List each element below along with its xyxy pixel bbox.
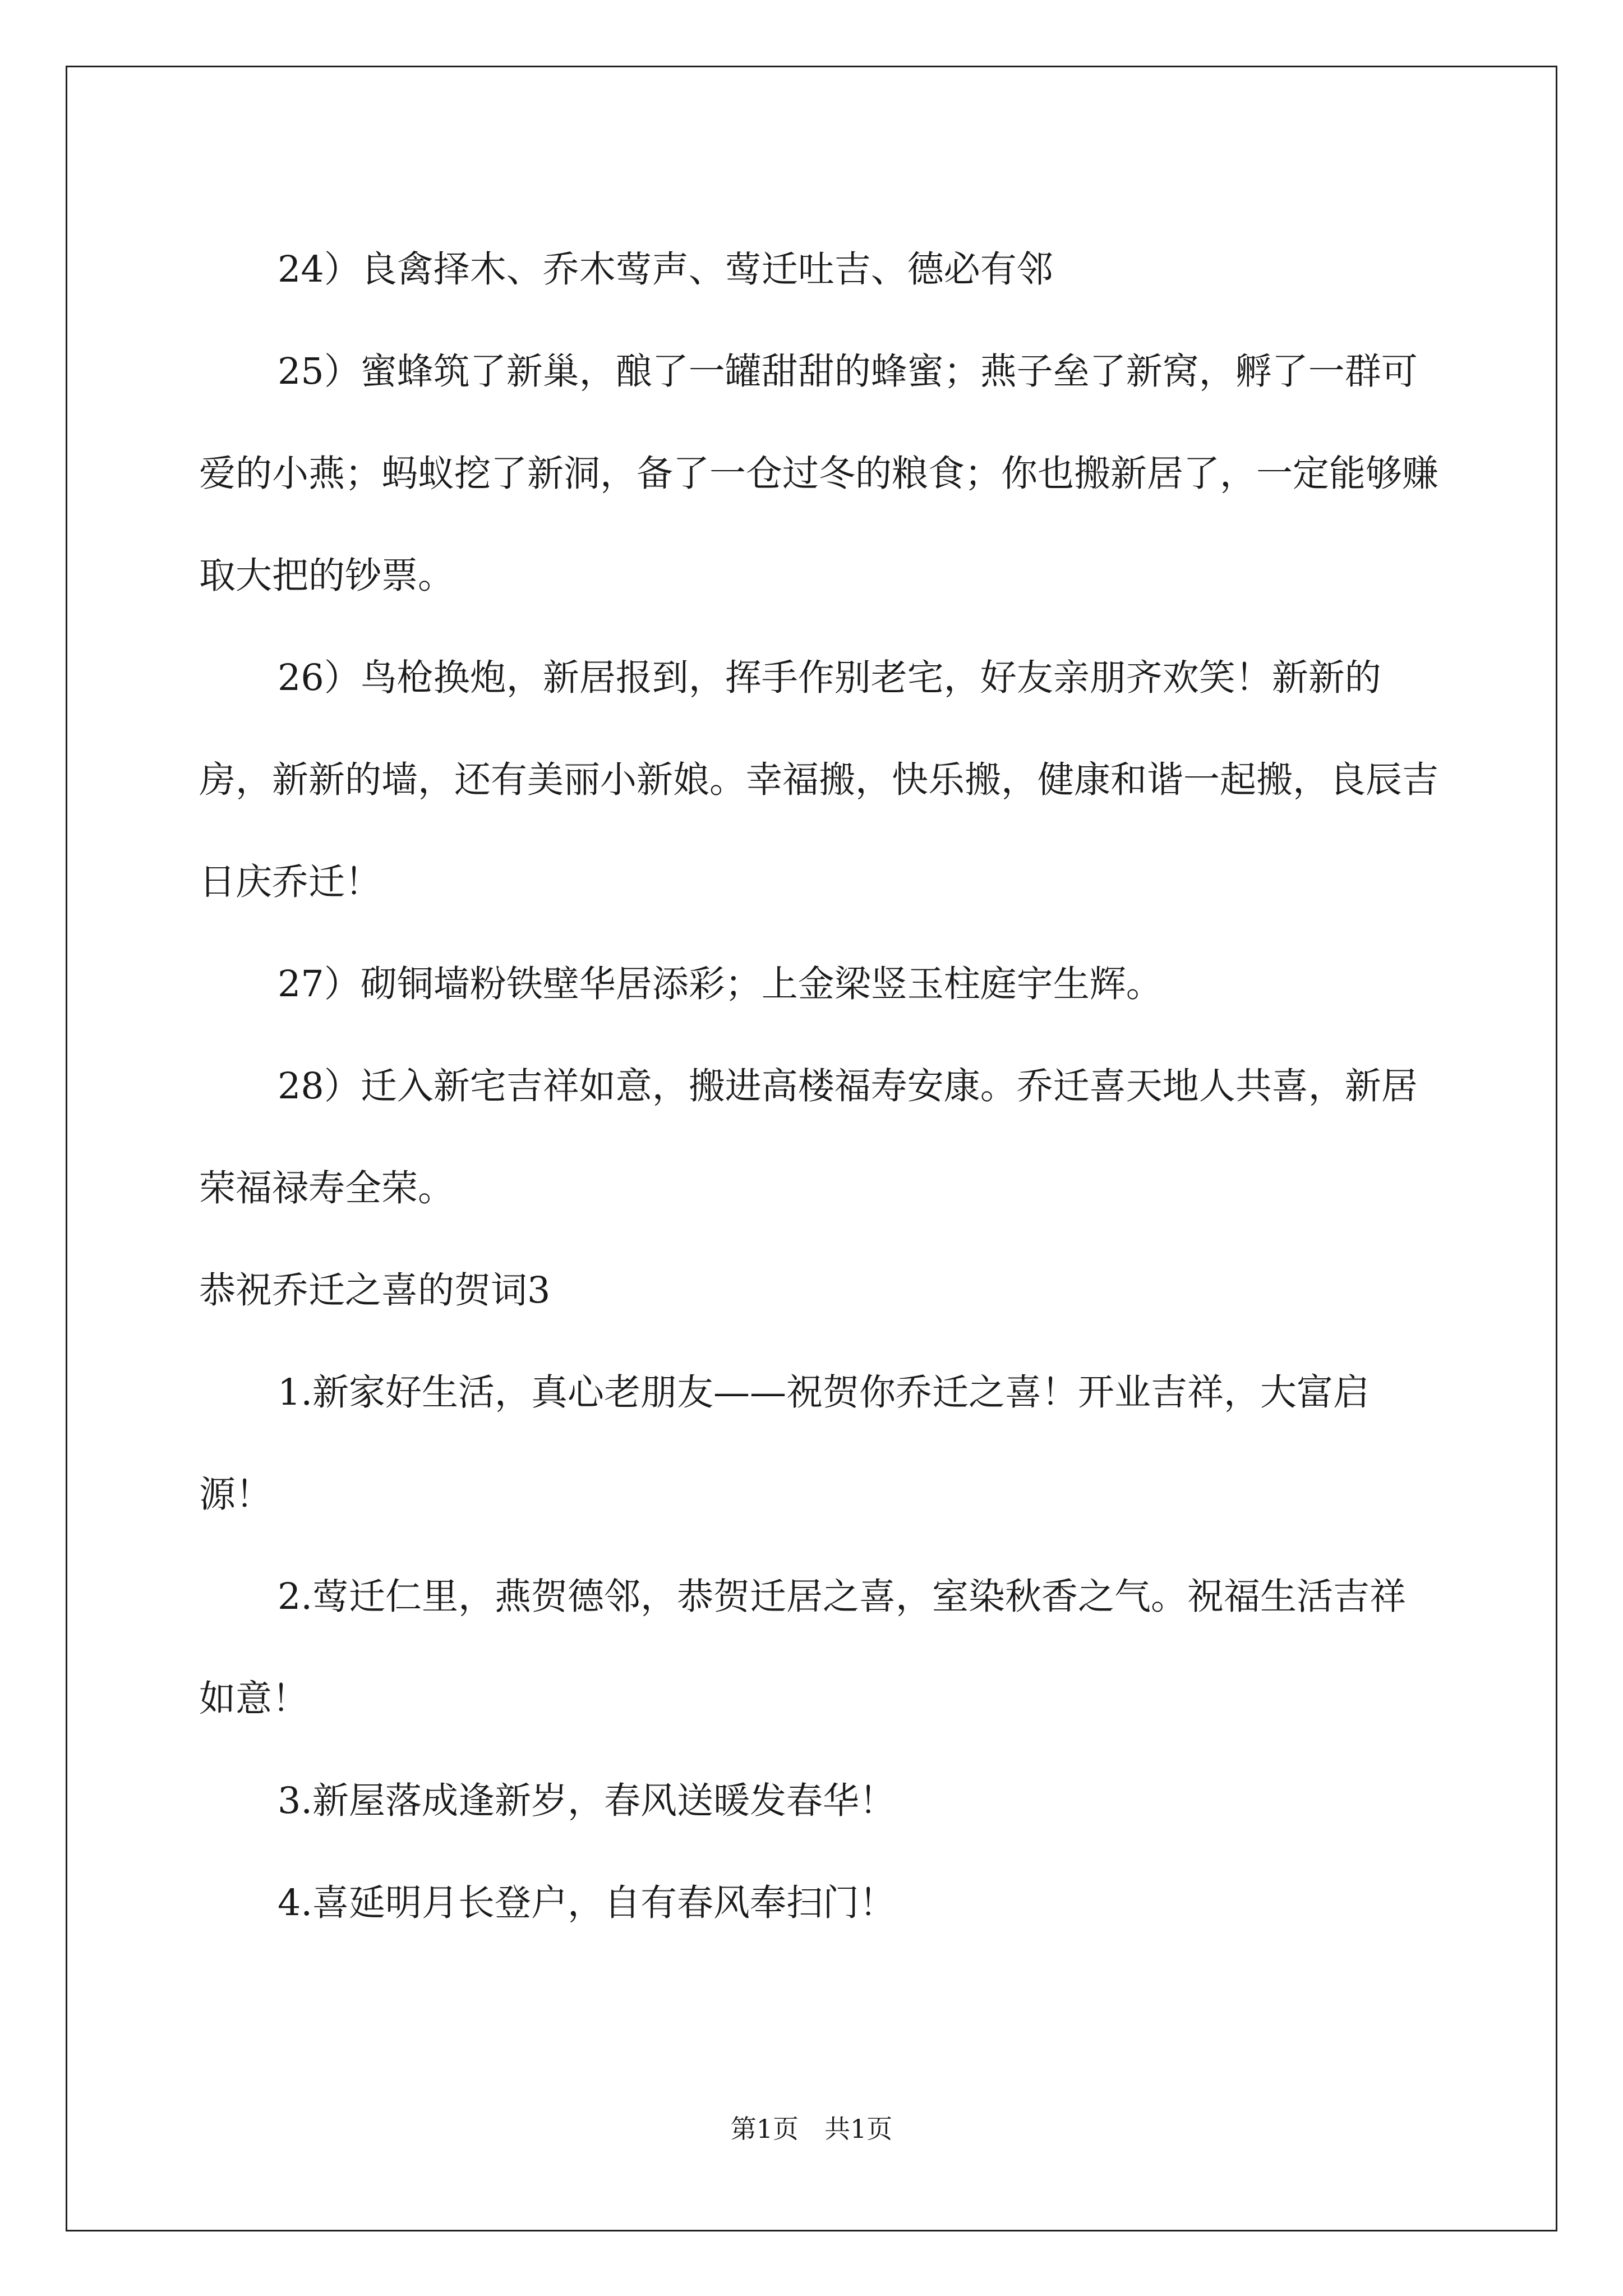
document-body <box>199 219 1438 1954</box>
paragraph-4: 4.喜延明月长登户，自有春风奉扫门！ <box>278 1882 896 1924</box>
section-heading: 恭祝乔迁之喜的贺词3 <box>199 1269 551 1312</box>
paragraph-28: 28）迁入新宅吉祥如意，搬进高楼福寿安康。乔迁喜天地人共喜，新居荣福禄寿全荣。 <box>199 1065 1418 1209</box>
paragraph-27: 27）砌铜墙粉铁壁华居添彩；上金梁竖玉柱庭宇生辉。 <box>278 963 1163 1005</box>
paragraph-24: 24）良禽择木、乔木莺声、莺迁吐吉、德必有邻 <box>278 249 1053 291</box>
paragraph-3: 3.新屋落成逢新岁，春风送暖发春华！ <box>278 1780 896 1822</box>
paragraph-26: 26）鸟枪换炮，新居报到，挥手作别老宅，好友亲朋齐欢笑！新新的房，新新的墙，还有美丽小新娘。幸福搬，快乐搬，健康和谐一起搬，良辰吉日庆乔迁！ <box>199 657 1439 903</box>
paragraph-25: 25）蜜蜂筑了新巢，酿了一罐甜甜的蜂蜜；燕子垒了新窝，孵了一群可爱的小燕；蚂蚁挖了新洞，备了一仓过冬的粮食；你也搬新居了，一定能够赚取大把的钞票。 <box>199 351 1439 597</box>
paragraph-2: 2.莺迁仁里，燕贺德邻，恭贺迁居之喜，室染秋香之气。祝福生活吉祥如意！ <box>199 1576 1407 1720</box>
page-footer: 第1页 共1页 <box>730 2114 893 2144</box>
paragraph-1: 1.新家好生活，真心老朋友——祝贺你乔迁之喜！开业吉祥，大富启源！ <box>199 1372 1370 1516</box>
